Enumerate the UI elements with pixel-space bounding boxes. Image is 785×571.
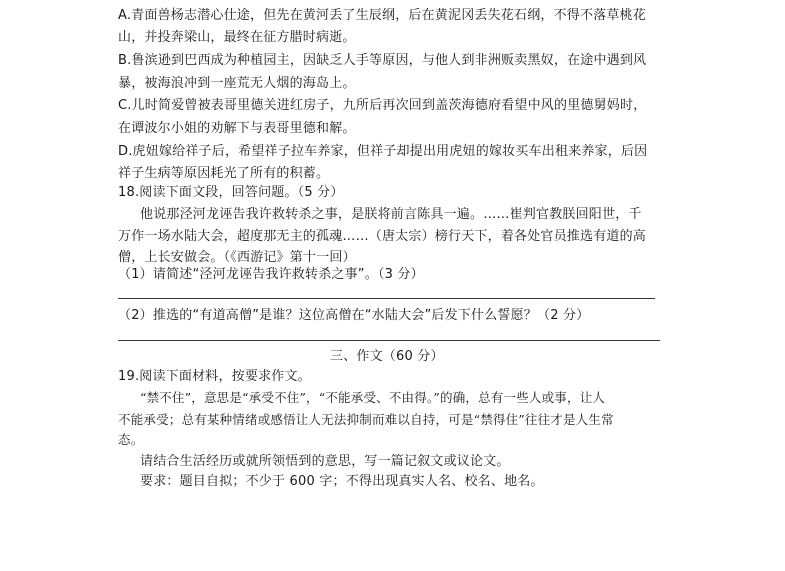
question-18-passage-continued: 万作一场水陆大会，超度那无主的孤魂……（唐太宗）榜行天下，着各处官员推选有道的高 xyxy=(118,229,647,244)
option-c-text: C.儿时简爱曾被表哥里德关进红房子，九所后再次回到盖茨海德府看望中风的里德舅妈时， xyxy=(118,98,647,113)
question-19-material-continued: 不能承受；总有某种情绪或感悟让人无法抑制而难以自持，可是“禁得住”往往才是人生常 xyxy=(118,412,614,427)
question-18-title: 18.阅读下面文段，回答问题。（5 分） xyxy=(118,185,344,200)
option-a-text-continued: 山，并投奔梁山，最终在征方腊时病逝。 xyxy=(118,30,356,45)
option-a-text: A.青面兽杨志潜心仕途，但先在黄河丢了生辰纲，后在黄泥冈丢失花石纲，不得不落草桃花 xyxy=(118,8,646,23)
option-d-text-continued: 祥子生病等原因耗光了所有的积蓄。 xyxy=(118,166,330,181)
option-b-text-continued: 暴，被海浪冲到一座荒无人烟的海岛上。 xyxy=(118,76,356,91)
question-18-subquestion-1: （1）请简述“泾河龙诬告我许救转杀之事”。（3 分） xyxy=(118,267,424,282)
section-3-title: 三、作文（60 分） xyxy=(330,349,444,364)
answer-line-1[interactable] xyxy=(118,298,655,299)
question-18-passage: 他说那泾河龙诬告我许救转杀之事，是朕将前言陈具一遍。……崔判官教朕回阳世，千 xyxy=(140,207,642,222)
question-18-passage-source: 僧，上长安做会。（《西游记》第十一回） xyxy=(118,250,356,265)
option-c-text-continued: 在谭波尔小姐的劝解下与表哥里德和解。 xyxy=(118,121,356,136)
question-19-instruction: 请结合生活经历或就所领悟到的意思，写一篇记叙文或议论文。 xyxy=(140,454,510,469)
question-18-subquestion-2: （2）推选的“有道高僧”是谁？这位高僧在“水陆大会”后发下什么誓愿？（2 分） xyxy=(118,308,590,323)
question-19-title: 19.阅读下面材料，按要求作文。 xyxy=(118,369,311,384)
question-19-material: “禁不住”，意思是“承受不住”，“不能承受、不由得。”的确，总有一些人或事，让人 xyxy=(140,390,606,405)
answer-line-2[interactable] xyxy=(118,340,660,341)
question-19-material-end: 态。 xyxy=(118,432,144,447)
option-d-text: D.虎妞嫁给祥子后，希望祥子拉车养家，但祥子却提出用虎妞的嫁妆买车出租来养家，后因 xyxy=(118,144,648,159)
option-b-text: B.鲁滨逊到巴西成为种植园主，因缺乏人手等原因，与他人到非洲贩卖黑奴，在途中遇到风 xyxy=(118,53,647,68)
question-19-requirement: 要求：题目自拟；不少于 600 字；不得出现真实人名、校名、地名。 xyxy=(140,474,544,489)
